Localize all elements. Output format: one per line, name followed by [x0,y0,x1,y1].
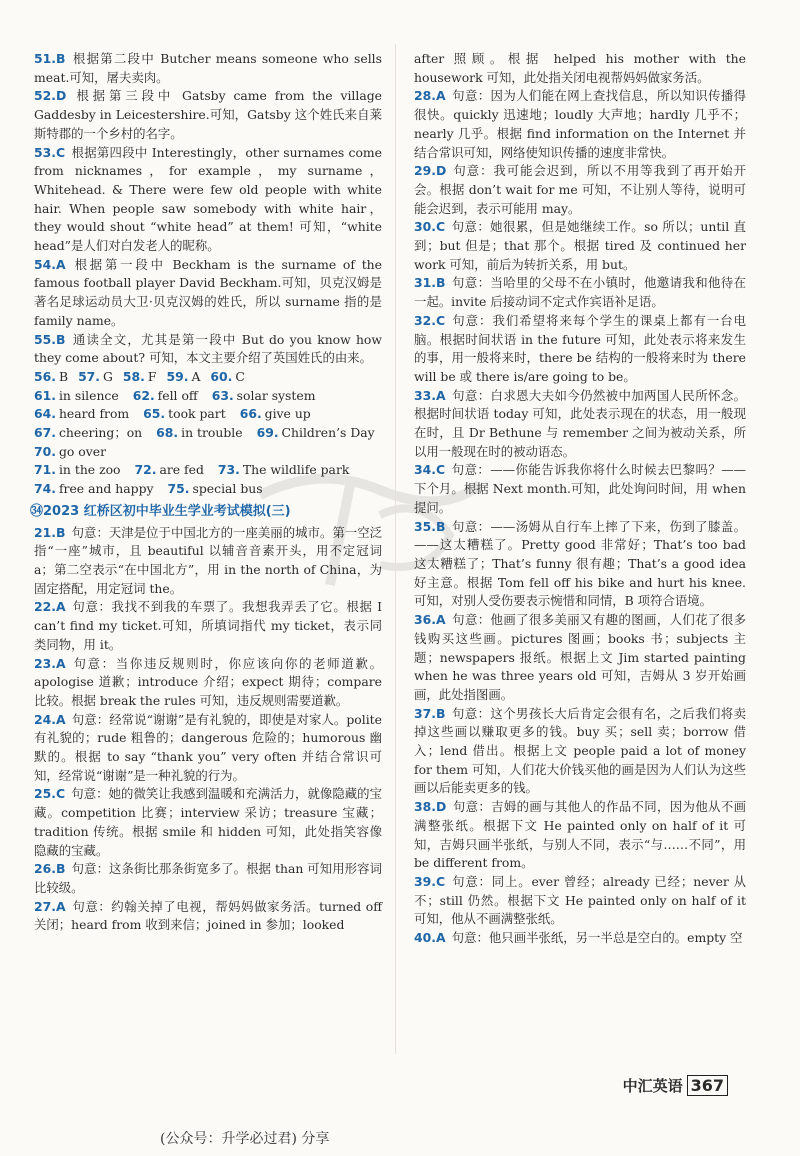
answer-text: 根据第三段中 Gatsby came from the village Gaddesby in Leicestershire.可知，Gatsby 这个姓氏来自莱斯特郡的一个乡村的名字。 [34,88,382,141]
short-answer [218,461,349,480]
answer-item [34,331,382,368]
footer-brand [623,1075,728,1096]
answer-text: 句意：她的微笑让我感到温暖和充满活力，就像隐藏的宝藏。competition 比赛；interview 采访；treasure 宝藏；tradition 传统。根据 smile 和 hidden 可知，此处指笑容像隐藏的宝藏。 [34,786,382,858]
answer-item [34,144,382,256]
answer-number: 73. [217,462,240,478]
answer-text: 句意：这条街比那条街宽多了。根据 than 可知用形容词比较级。 [34,861,382,895]
short-answer-list [34,368,382,499]
answer-item [414,611,746,705]
answer-text: in trouble [181,425,243,441]
answer-number: 57. [78,368,101,384]
answer-text: special bus [192,481,263,497]
answer-number: 63. [211,387,234,403]
answer-item [34,598,382,654]
answer-text: 句意：我们希望将来每个学生的课桌上都有一台电脑。根据时间状语 in the future 可知，此处表示将来发生的事，用一般将来时，there be 结构的一般将来时为 there will be 或 there is/are going to be。 [414,312,746,384]
answer-number: 72. [134,462,157,478]
answer-list-1 [34,50,382,368]
answer-number: 34.C [414,462,446,478]
answer-text: 句意：我可能会迟到，所以不用等我到了再开始开会。根据 don’t wait for me 可知，不让别人等待，说明可能会迟到，表示可能用 may。 [414,163,746,216]
answer-number: 31.B [414,275,446,291]
answer-text: free and happy [58,481,154,497]
short-answer [257,424,375,443]
answer-text: 句意：他画了很多美丽又有趣的图画，人们花了很多钱购买这些画。pictures 图画；books 书；subjects 主题；newspapers 报纸。根据上文 Jim started painting when he was three years old 可知，吉姆从 3 岁开始画画，此处指图画。 [414,612,746,702]
short-answer [34,480,154,499]
short-answer-row [34,480,382,499]
answer-text: A [191,368,201,384]
answer-item [414,162,746,218]
answer-item [414,274,746,311]
brand-title: 中汇英语 [622,1077,683,1095]
answer-text: in silence [58,387,119,403]
answer-number: 30.C [414,219,446,235]
answer-item [414,387,746,462]
answer-number: 54.A [34,256,66,272]
answer-number: 69. [256,425,279,441]
short-answer [240,405,311,424]
answer-number: 74. [34,481,56,497]
answer-item [414,929,746,948]
short-answer-row [34,368,382,387]
short-answer-row [34,443,382,462]
answer-item [34,524,382,599]
answer-text: 句意：同上。ever 曾经；already 已经；never 从不；still 仍然。根据下文 He painted only on half of it 可知，他从不画满整张纸。 [414,873,746,927]
answer-number: 61. [34,387,56,403]
answer-number: 62. [132,387,155,403]
answer-item [414,705,746,799]
answer-item [414,798,746,873]
short-answer-row [34,461,382,480]
answer-text: give up [264,406,311,422]
short-answer [210,368,244,387]
answer-text: took part [168,406,226,422]
section-heading: ㉞2023 红桥区初中毕业生学业考试模拟(三) [30,503,291,519]
answer-number: 28.A [414,88,446,104]
answer-text: 句意：我找不到我的车票了。我想我弄丢了它。根据 I can’t find my ticket.可知，所填词指代 my ticket，表示同类同物，用 it。 [34,599,382,652]
answer-number: 59. [166,368,189,384]
answer-number: 70. [34,443,56,459]
answer-text: 句意：约翰关掉了电视，帮妈妈做家务活。turned off 关闭；heard from 收到来信；joined in 参加；looked [34,898,382,933]
short-answer [135,461,204,480]
answer-number: 36.A [414,612,446,628]
answer-item [34,50,382,87]
answer-number: 26.B [34,861,66,877]
answer-number: 65. [143,406,166,422]
short-answer [34,461,121,480]
answer-number: 56. [34,368,56,384]
short-answer [34,443,106,462]
answer-number: 25.C [34,786,66,802]
answer-number: 66. [239,406,262,422]
answer-text: 句意：经常说“谢谢”是有礼貌的，即使是对家人。polite 有礼貌的；rude 粗鲁的；dangerous 危险的；humorous 幽默的。根据 to say “thank you” very often 并结合常识可知，经常说“谢谢”是一种礼貌的行为。 [34,711,382,783]
answer-number: 29.D [414,163,447,179]
answer-number: 32.C [414,312,446,328]
answer-text: 句意：白求恩大夫如今仍然被中加两国人民所怀念。根据时间状语 today 可知，此处表示现在的状态，用一般现在时，且 Dr Bethune 与 remember 之间为被动关系，所以用一般现在时的被动语态。 [414,387,746,459]
answer-number: 60. [210,368,233,384]
answer-number: 64. [34,406,56,422]
short-answer [212,387,316,406]
short-answer [34,405,129,424]
short-answer [123,368,157,387]
short-answer [168,480,263,499]
answer-number: 38.D [414,799,447,815]
answer-number: 71. [34,462,56,478]
answer-item [414,873,746,929]
answer-number: 40.A [414,930,446,946]
short-answer [143,405,226,424]
answer-text: 句意：她很累，但是她继续工作。so 所以；until 直到；but 但是；that 那个。根据 tired 及 continued her work 可知，前后为转折关系，用 but。 [414,219,746,272]
continuation-text: after 照顾。根据 helped his mother with the housework 可知，此处指关闭电视帮妈妈做家务活。 [414,51,746,85]
short-answer [156,424,242,443]
answer-number: 75. [167,481,190,497]
answer-item [34,256,382,331]
answer-number: 68. [156,425,179,441]
answer-number: 67. [34,425,56,441]
column-divider [395,44,396,1054]
answer-text: 句意：当你违反规则时，你应该向你的老师道歉。apologise 道歉；introduce 介绍；expect 期待；compare 比较。根据 break the rules 可知，违反规则需要道歉。 [34,655,382,708]
answer-text: are fed [159,462,204,478]
short-answer [34,424,142,443]
answer-text: 句意：天津是位于中国北方的一座美丽的城市。第一空泛指“一座”城市，且 beautiful 以辅音音素开头，用不定冠词 a；第二空表示“在中国北方”，用 in the north of China，为固定搭配，用定冠词 the。 [34,524,382,596]
short-answer [166,368,200,387]
short-answer [78,368,113,387]
answer-item [34,860,382,897]
answer-item [34,785,382,860]
answer-text: 根据第二段中 Butcher means someone who sells meat.可知，屠夫卖肉。 [34,51,382,85]
answer-number: 52.D [34,88,67,104]
answer-number: 53.C [34,144,66,160]
answer-text: The wildlife park [242,462,350,478]
answer-number: 58. [122,368,145,384]
answer-text: 句意：因为人们能在网上查找信息，所以知识传播得很快。quickly 迅速地；loudly 大声地；hardly 几乎不；nearly 几乎。根据 find information on the Internet 并结合常识可知，网络使知识传播的速度非常快。 [414,88,746,160]
right-column [414,50,746,948]
answer-number: 23.A [34,655,66,671]
answer-text: go over [58,443,106,459]
short-answer [34,368,68,387]
answer-item [34,655,382,711]
page-number: 367 [687,1075,728,1096]
answer-item [414,312,746,387]
answer-number: 35.B [414,518,446,534]
answer-text: heard from [58,406,130,422]
short-answer-row [34,387,382,406]
answer-text: 句意：他只画半张纸，另一半总是空白的。empty 空 [451,930,743,946]
answer-number: 37.B [414,705,446,721]
answer-item [34,711,382,786]
answer-text: B [58,368,69,384]
answer-text: 根据第一段中 Beckham is the surname of the famous football player David Beckham.可知，贝克汉姆是著名足球运动员大卫·贝克汉姆的姓氏，所以 surname 指的是 family name。 [34,256,382,328]
answer-text: in the zoo [58,462,121,478]
answer-text: C [235,368,245,384]
answer-item [414,218,746,274]
answer-text: 句意：当哈里的父母不在小镇时，他邀请我和他待在一起。invite 后接动词不定式作宾语补足语。 [414,275,746,310]
answer-text: 句意：——你能告诉我你将什么时候去巴黎吗？——下个月。根据 Next month.可知，此处询问时间，用 when 提问。 [414,462,746,515]
answer-item [414,518,746,612]
answer-number: 24.A [34,711,66,727]
answer-list-3 [414,87,746,947]
answer-text: Children’s Day [281,425,375,441]
answer-item [34,898,382,935]
answer-text: solar system [236,387,316,403]
answer-list-2 [34,524,382,935]
answer-number: 39.C [414,873,446,889]
answer-text: 根据第四段中 Interestingly，other surnames come from nicknames，for example，my surname，Whitehead. & There were few old people with white hair. When people saw somebody with white hair，they would shout “white head” at them! 可知，“white head”是人们对白发老人的昵称。 [34,144,382,254]
answer-text: 句意：吉姆的画与其他人的作品不同，因为他从不画满整张纸。根据下文 He painted only on half of it 可知，吉姆只画半张纸，与别人不同，表示“与……不同”，用 be different from。 [414,799,746,871]
answer-text: F [147,368,157,384]
answer-text: cheering；on [58,425,143,441]
answer-text: 通读全文，尤其是第一段中 But do you know how they come about? 可知，本文主要介绍了英国姓氏的由来。 [34,331,382,366]
left-column [30,50,382,935]
answer-number: 22.A [34,599,66,615]
short-answer [133,387,198,406]
answer-number: 33.A [414,387,446,403]
answer-number: 51.B [34,51,66,66]
answer-text: fell off [157,387,198,403]
share-note: (公众号：升学必过君) 分享 [160,1131,330,1147]
answer-item [414,87,746,162]
answer-number: 55.B [34,331,66,347]
answer-item [34,87,382,143]
answer-text: 句意：这个男孩长大后肯定会很有名，之后我们将卖掉这些画以赚取更多的钱。buy 买；sell 卖；borrow 借入；lend 借出。根据上文 people paid a lot of money for them 可知，人们花大价钱买他的画是因为人们认为这些画以后能卖更多的钱。 [414,705,746,796]
short-answer-row [34,424,382,443]
answer-text: 句意：——汤姆从自行车上摔了下来，伤到了膝盖。——这太糟糕了。Pretty good 非常好；That’s too bad 这太糟糕了；That’s funny 很有趣；That’s a good idea 好主意。根据 Tom fell off his bike and hurt his knee.可知，对别人受伤要表示惋惜和同情，B 项符合语境。 [414,518,746,609]
answer-item [414,461,746,517]
answer-text: G [103,368,113,384]
short-answer-row [34,405,382,424]
answer-number: 21.B [34,524,66,540]
answer-number: 27.A [34,898,66,914]
short-answer [34,387,119,406]
